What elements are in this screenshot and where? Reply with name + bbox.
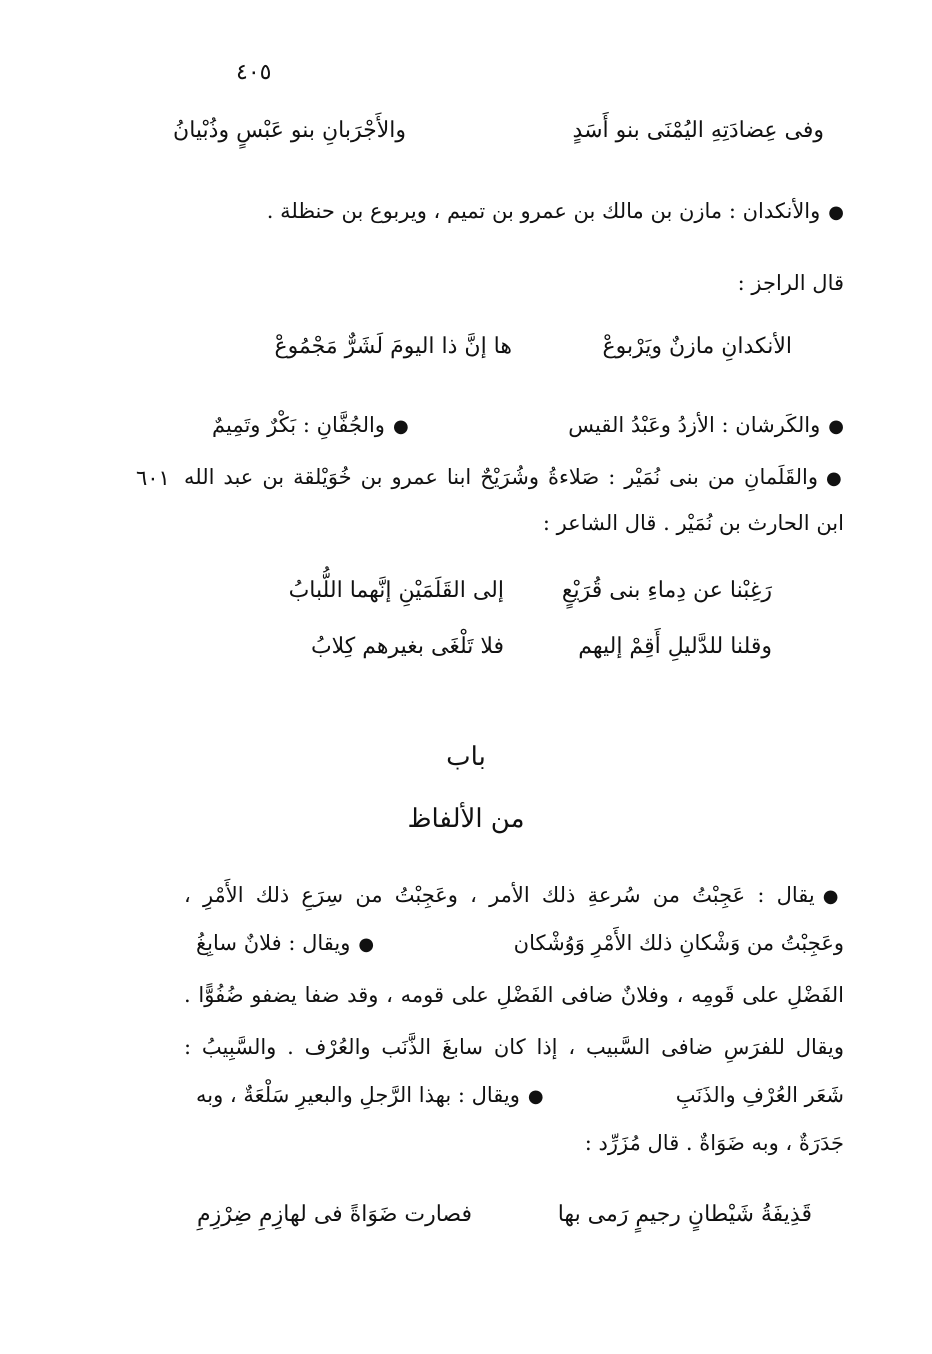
chapter-heading-title: من الألفاظ bbox=[407, 804, 525, 834]
paragraph-alfaz-text-5b: ويقال : بهذا الرَّجلِ والبعيرِ سَلْعَةٌ ، وبه bbox=[196, 1083, 520, 1107]
bullet-icon: ● bbox=[828, 416, 844, 437]
paragraph-ankadan-text: والأنكدان : مازن بن مالك بن عمرو بن تميم ، ويربوع بن حنظلة . bbox=[266, 199, 821, 223]
bullet-icon: ● bbox=[358, 934, 375, 955]
paragraph-alfaz-text-2b: ويقال : فلانٌ سابِغُ bbox=[196, 931, 351, 955]
bullet-icon: ● bbox=[825, 468, 844, 489]
bullet-icon: ● bbox=[527, 1086, 544, 1107]
verse-4-left-hemistich: فلا تَلْغَى بغيرهم كِلابُ bbox=[310, 634, 504, 659]
paragraph-alfaz-text-5a: شَعَر العُرْفِ والذَنَبِ bbox=[675, 1083, 844, 1107]
paragraph-juffan bbox=[212, 410, 409, 442]
verse-3-right-hemistich: رَغِبْنا عن دِماءِ بنى قُرَيْعٍ bbox=[561, 578, 772, 603]
verse-5-right-hemistich: قَذِيفَةُ شَيْطانٍ رجيمٍ رَمى بها bbox=[557, 1202, 812, 1227]
paragraph-qalaman-line-1 bbox=[184, 462, 844, 494]
paragraph-qalaman-line-2: ابن الحارث بن نُمَيْر . قال الشاعر : bbox=[542, 511, 844, 535]
page-number: ٤٠٥ bbox=[236, 60, 272, 85]
verse-2-right-hemistich: الأنكدانِ مازنٌ ويَرْبوعْ bbox=[602, 334, 792, 359]
paragraph-alfaz-text-2a: وعَجِبْتُ من وَشْكانِ ذلك الأَمْرِ وَوُشْكان bbox=[513, 931, 844, 955]
verse-2-left-hemistich: ها إنَّ ذا اليومَ لَشَرٌّ مَجْمُوعْ bbox=[274, 334, 512, 359]
paragraph-ankadan bbox=[184, 196, 844, 228]
bullet-icon: ● bbox=[822, 886, 844, 907]
verse-1-left-hemistich: والأَجْرَبانِ بنو عَبْسٍ وذُبْيانُ bbox=[173, 118, 406, 143]
paragraph-juffan-text: والجُفَّانِ : بَكْرٌ وتَمِيمٌ bbox=[212, 413, 385, 437]
verse-5-left-hemistich: فصارت ضَوَاةً فى لهازِمِ ضِرْزِمِ bbox=[197, 1202, 472, 1227]
paragraph-alfaz-line-3: الفَضْلِ على قَومِه ، وفلانٌ ضافى الفَضْلِ على قومه ، وقد ضفا يضفو ضُفُوًّا . bbox=[184, 983, 844, 1007]
paragraph-alfaz-line-6: جَدَرَةٌ ، وبه ضَوَاةٌ . قال مُزَرِّد : bbox=[584, 1131, 844, 1155]
margin-number: ٦٠١ bbox=[136, 466, 170, 490]
paragraph-karshan-text: والكَرشان : الأزدُ وعَبْدُ القيس bbox=[568, 413, 821, 437]
rajiz-intro: قال الراجز : bbox=[737, 271, 844, 295]
bullet-icon: ● bbox=[828, 202, 844, 223]
verse-4-right-hemistich: وقلنا للدَّليلِ أَقِمْ إليهم bbox=[578, 634, 772, 659]
paragraph-alfaz-text-1: يقال : عَجِبْتُ من سُرعةِ ذلك الأمر ، وعَجِبْتُ من سِرَعِ ذلك الأَمْرِ ، bbox=[184, 883, 815, 907]
verse-1-right-hemistich: وفى عِضادَتِهِ اليُمْنَى بنو أَسَدٍ bbox=[572, 118, 824, 143]
verse-3-left-hemistich: إلى القَلَمَيْنِ إنَّهما اللُّبابُ bbox=[288, 578, 504, 603]
bullet-icon: ● bbox=[392, 416, 409, 437]
chapter-heading-bab: باب bbox=[446, 742, 486, 772]
paragraph-qalaman-text-1: والقَلَمانِ من بنى نُمَيْر : صَلاءةُ وشُرَيْحٌ ابنا عمرو بن خُوَيْلقة بن عبد الله bbox=[184, 465, 818, 489]
paragraph-alfaz-line-4: ويقال للفرَسِ ضافى السَّبيب ، إذا كان سابغَ الذَّنَب والعُرْف . والسَّبِيبُ : bbox=[184, 1035, 844, 1059]
paragraph-alfaz-line-1 bbox=[184, 880, 844, 912]
paragraph-alfaz-line-5-left bbox=[196, 1080, 544, 1112]
paragraph-alfaz-line-2-left bbox=[196, 928, 374, 960]
